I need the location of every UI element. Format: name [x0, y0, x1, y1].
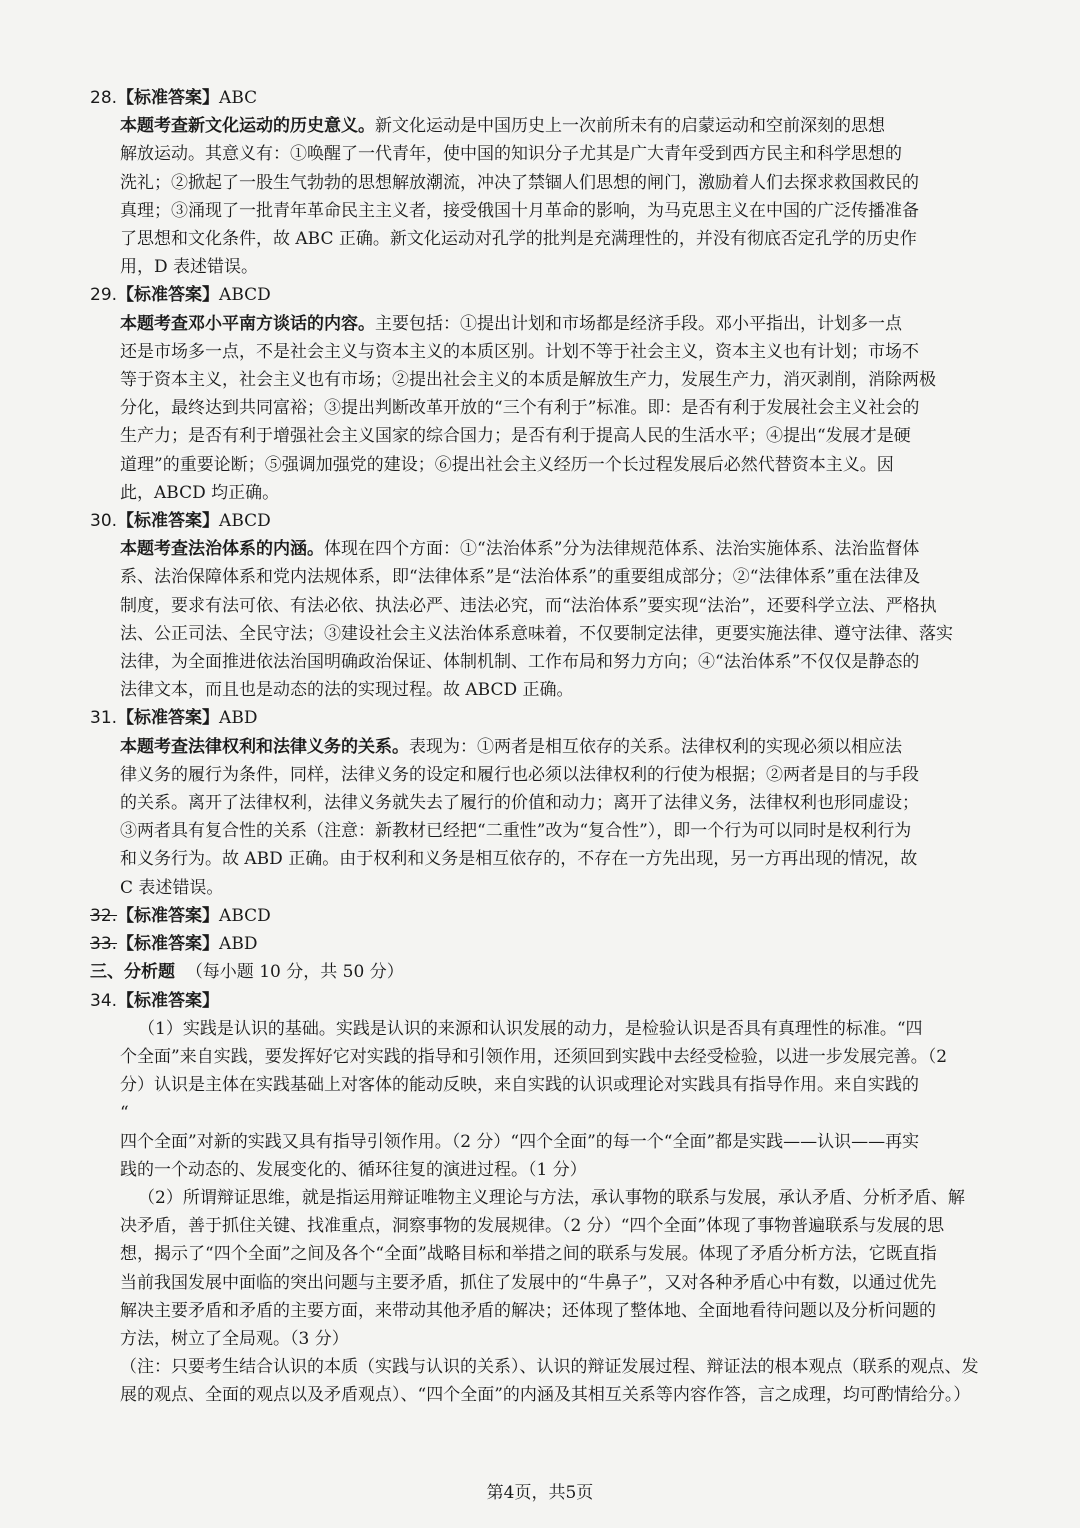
- q31-line-2: 律义务的履行为条件，同样，法律义务的设定和履行也必须以法律权利的行使为根据；②两者是目的与手段: [120, 764, 919, 785]
- q28-header: [90, 84, 984, 112]
- q31-line-5: 和义务行为。故 ABD 正确。由于权利和义务是相互依存的，不存在一方先出现，另一方再出现的情况，故: [120, 849, 918, 870]
- q34-part2-line-6: 方法，树立了全局观。（3 分）: [120, 1328, 349, 1349]
- q28-line-5: 了思想和文化条件，故 ABC 正确。新文化运动对孔学的批判是充满理性的，并没有彻底否定孔学的历史作: [120, 229, 917, 250]
- q31-line-3: 的关系。离开了法律权利，法律义务就失去了履行的价值和动力；离开了法律义务，法律权利也形同虚设；: [120, 793, 919, 814]
- q30-label: 【标准答案】: [117, 511, 220, 532]
- q29-line-5: 生产力；是否有利于增强社会主义国家的综合国力；是否有利于提高人民的生活水平；④提出“发展才是硬: [120, 426, 911, 447]
- q31-line-1: 本题考查法律权利和法律义务的关系。表现为：①两者是相互依存的关系。法律权利的实现必须以相应法: [120, 736, 902, 757]
- q30-number: 30.: [90, 511, 118, 532]
- q34-part1-line-1: （1）实践是认识的基础。实践是认识的来源和认识发展的动力，是检验认识是否具有真理性的标准。“四: [138, 1018, 923, 1039]
- q31-lead: 本题考查法律权利和法律义务的关系。: [120, 736, 409, 757]
- q28-line-6: 用，D 表述错误。: [120, 257, 259, 278]
- q31-answer: ABD: [219, 708, 258, 729]
- section-3-heading: [90, 958, 984, 986]
- q30-line-6: 法律文本，而且也是动态的法的实现过程。故 ABCD 正确。: [120, 680, 574, 701]
- q29-line-1: 本题考查邓小平南方谈话的内容。主要包括：①提出计划和市场都是经济手段。邓小平指出，计划多一点: [120, 313, 902, 334]
- q31-header: [90, 704, 984, 732]
- q30-line-5: 法律，为全面推进依法治国明确政治保证、体制机制、工作布局和努力方向；④“法治体系”不仅仅是静态的: [120, 652, 920, 673]
- q30-line-1: 本题考查法治体系的内涵。体现在四个方面：①“法治体系”分为法律规范体系、法治实施体系、法治监督体: [120, 539, 920, 560]
- q34-part2-line-3: 想，揭示了“四个全面”之间及各个“全面”战略目标和举措之间的联系与发展。体现了矛盾分析方法，它既直指: [120, 1244, 937, 1265]
- q34-note-line-1: （注：只要考生结合认识的本质（实践与认识的关系）、认识的辩证发展过程、辩证法的根本观点（联系的观点、发: [120, 1357, 979, 1378]
- q29-line-2: 还是市场多一点，不是社会主义与资本主义的本质区别。计划不等于社会主义，资本主义也有计划；市场不: [120, 341, 919, 362]
- section-3-note: （每小题 10 分，共 50 分）: [185, 962, 404, 983]
- q30-line-3: 制度，要求有法可依、有法必依、执法必严、违法必究，而“法治体系”要实现“法治”，还要科学立法、严格执: [120, 595, 937, 616]
- q34-label: 【标准答案】: [117, 990, 220, 1011]
- q28-line-4: 真理；③涌现了一批青年革命民主主义者，接受俄国十月革命的影响，为马克思主义在中国的广泛传播准备: [120, 200, 919, 221]
- q33-header: [90, 930, 984, 958]
- q29-number: 29.: [90, 285, 118, 306]
- q29-label: 【标准答案】: [117, 285, 220, 306]
- q31-number: 31.: [90, 708, 118, 729]
- q32-label: 【标准答案】: [117, 905, 220, 926]
- q32-number: 32.: [90, 905, 118, 926]
- q28-line-3: 洗礼；②掀起了一股生气勃勃的思想解放潮流，冲决了禁锢人们思想的闸门，激励着人们去探求救国救民的: [120, 172, 919, 193]
- q28-line-2: 解放运动。其意义有：①唤醒了一代青年，使中国的知识分子尤其是广大青年受到西方民主和科学思想的: [120, 144, 902, 165]
- q29-lead: 本题考查邓小平南方谈话的内容。: [120, 313, 375, 334]
- q34-number: 34.: [90, 990, 118, 1011]
- q31-label: 【标准答案】: [117, 708, 220, 729]
- q29-line-6: 道理”的重要论断；⑤强调加强党的建设；⑥提出社会主义经历一个长过程发展后必然代替资本主义。因: [120, 454, 894, 475]
- q34-part1-line-6: 践的一个动态的、发展变化的、循环往复的演进过程。（1 分）: [120, 1159, 587, 1180]
- q33-number: 33.: [90, 934, 118, 955]
- page-footer: 第4页，共5页: [486, 1483, 594, 1503]
- q28-line-1: 本题考查新文化运动的历史意义。新文化运动是中国历史上一次前所未有的启蒙运动和空前深刻的思想: [120, 116, 885, 137]
- q34-part1-line-5: 四个全面”对新的实践又具有指导引领作用。（2 分）“四个全面”的每一个“全面”都是实践——认识——再实: [120, 1131, 920, 1152]
- q28-answer: ABC: [219, 88, 258, 108]
- q34-header: [90, 987, 984, 1015]
- q28-lead: 本题考查新文化运动的历史意义。: [120, 116, 375, 137]
- q32-header: [90, 902, 984, 930]
- q34-part2-line-5: 解决主要矛盾和矛盾的主要方面，来带动其他矛盾的解决；还体现了整体地、全面地看待问题以及分析问题的: [120, 1300, 936, 1321]
- q30-lead: 本题考查法治体系的内涵。: [120, 539, 324, 560]
- q34-note-line-2: 展的观点、全面的观点以及矛盾观点）、“四个全面”的内涵及其相互关系等内容作答，言之成理，均可酌情给分。）: [120, 1385, 971, 1406]
- section-3-title: 三、分析题: [90, 962, 175, 983]
- q31-line-6: C 表述错误。: [120, 877, 224, 898]
- q30-answer: ABCD: [219, 511, 271, 532]
- q29-line-7: 此，ABCD 均正确。: [120, 482, 280, 503]
- q31-line-4: ③两者具有复合性的关系（注意：新教材已经把“二重性”改为“复合性”），即一个行为可以同时是权利行为: [120, 821, 912, 842]
- q30-line-4: 法、公正司法、全民守法；③建设社会主义法治体系意味着，不仅要制定法律，更要实施法律、遵守法律、落实: [120, 623, 953, 644]
- q29-line-3: 等于资本主义，社会主义也有市场；②提出社会主义的本质是解放生产力，发展生产力，消灭剥削，消除两极: [120, 370, 936, 391]
- q34-part1-line-2: 个全面”来自实践，要发挥好它对实践的指导和引领作用，还须回到实践中去经受检验，以进一步发展完善。（2: [120, 1046, 948, 1067]
- q34-part1-line-4: “: [120, 1103, 129, 1124]
- q34-part2-line-4: 当前我国发展中面临的突出问题与主要矛盾，抓住了发展中的“牛鼻子”，又对各种矛盾心中有数，以通过优先: [120, 1272, 937, 1293]
- q28-number: 28.: [90, 88, 118, 108]
- q32-answer: ABCD: [219, 905, 271, 926]
- q34-part1-line-3: 分）认识是主体在实践基础上对客体的能动反映，来自实践的认识或理论对实践具有指导作用。来自实践的: [120, 1075, 919, 1096]
- q29-answer: ABCD: [219, 285, 271, 306]
- q28-label: 【标准答案】: [117, 88, 220, 108]
- q33-answer: ABD: [219, 934, 258, 955]
- q34-part2-line-1: （2）所谓辩证思维，就是指运用辩证唯物主义理论与方法，承认事物的联系与发展，承认矛盾、分析矛盾、解: [138, 1187, 965, 1208]
- q34-part2-line-2: 决矛盾，善于抓住关键、找准重点，洞察事物的发展规律。（2 分）“四个全面”体现了事物普遍联系与发展的思: [120, 1216, 945, 1237]
- q30-line-2: 系、法治保障体系和党内法规体系，即“法律体系”是“法治体系”的重要组成部分；②“法律体系”重在法律及: [120, 567, 921, 588]
- q29-line-4: 分化，最终达到共同富裕；③提出判断改革开放的“三个有利于”标准。即：是否有利于发展社会主义社会的: [120, 398, 920, 419]
- q33-label: 【标准答案】: [117, 934, 220, 955]
- q30-header: [90, 507, 984, 535]
- q29-header: [90, 281, 984, 309]
